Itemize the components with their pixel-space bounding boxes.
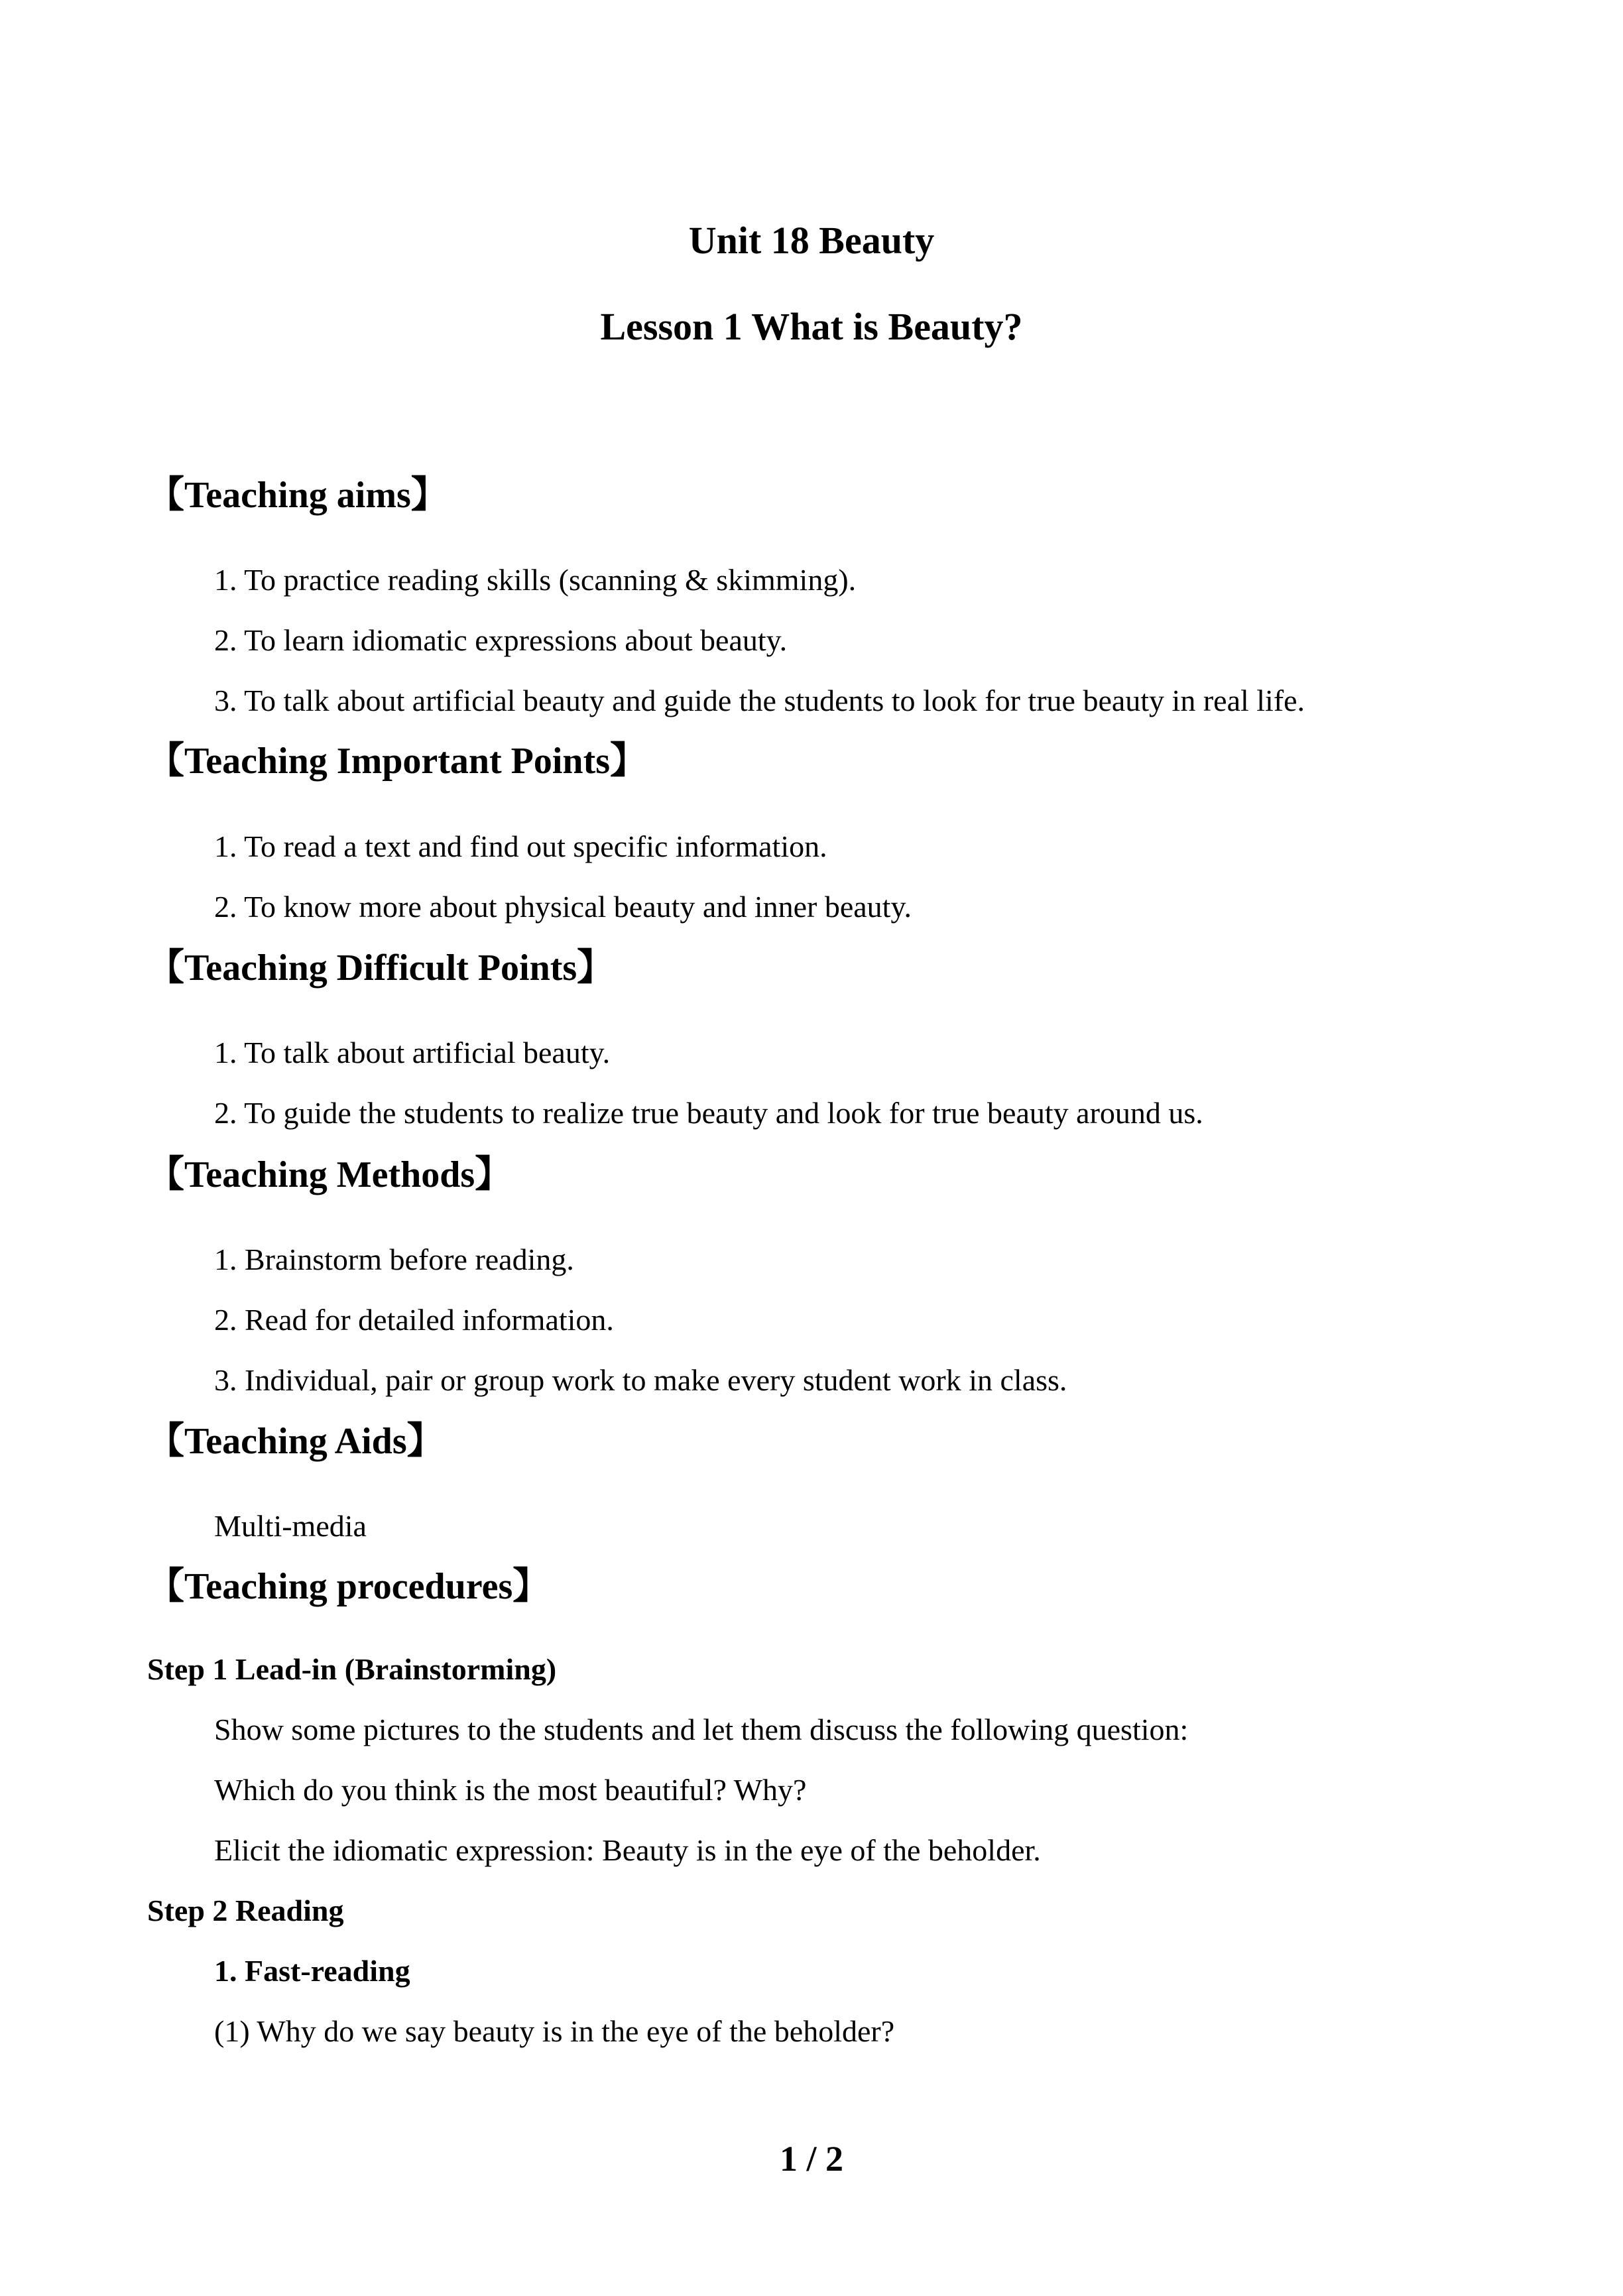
section-heading-teaching-procedures: 【Teaching procedures】 (147, 1566, 550, 1607)
section-heading-difficult-points: 【Teaching Difficult Points】 (147, 947, 615, 989)
paragraph-line: (1) Why do we say beauty is in the eye of the beholder? (214, 2014, 895, 2048)
list-item: 2. To know more about physical beauty and inner beauty. (214, 890, 912, 924)
list-item: 3. To talk about artificial beauty and guide the students to look for true beauty in real life. (214, 684, 1305, 717)
paragraph-line: Which do you think is the most beautiful? Why? (214, 1773, 807, 1807)
list-item: Multi-media (214, 1509, 367, 1543)
page-number: 1 / 2 (779, 2139, 843, 2179)
section-heading-teaching-methods: 【Teaching Methods】 (147, 1154, 512, 1195)
list-item: 1. Brainstorm before reading. (214, 1242, 574, 1276)
list-item: 2. To guide the students to realize true beauty and look for true beauty around us. (214, 1096, 1203, 1130)
substep-heading: 1. Fast-reading (214, 1954, 410, 1988)
list-item: 2. Read for detailed information. (214, 1303, 614, 1337)
list-item: 1. To read a text and find out specific information. (214, 829, 827, 863)
lesson-subtitle: Lesson 1 What is Beauty? (600, 305, 1023, 348)
section-heading-teaching-aims: 【Teaching aims】 (147, 475, 448, 516)
list-item: 3. Individual, pair or group work to make every student work in class. (214, 1363, 1067, 1397)
paragraph-line: Elicit the idiomatic expression: Beauty is in the eye of the beholder. (214, 1833, 1041, 1867)
list-item: 1. To talk about artificial beauty. (214, 1036, 611, 1069)
page-title: Unit 18 Beauty (688, 219, 935, 262)
list-item: 2. To learn idiomatic expressions about beauty. (214, 623, 788, 657)
section-heading-important-points: 【Teaching Important Points】 (147, 741, 648, 782)
section-heading-teaching-aids: 【Teaching Aids】 (147, 1421, 444, 1462)
list-item: 1. To practice reading skills (scanning & skimming). (214, 563, 857, 597)
paragraph-line: Show some pictures to the students and let them discuss the following question: (214, 1713, 1189, 1746)
step-heading: Step 1 Lead-in (Brainstorming) (147, 1652, 557, 1686)
step-heading: Step 2 Reading (147, 1894, 344, 1927)
